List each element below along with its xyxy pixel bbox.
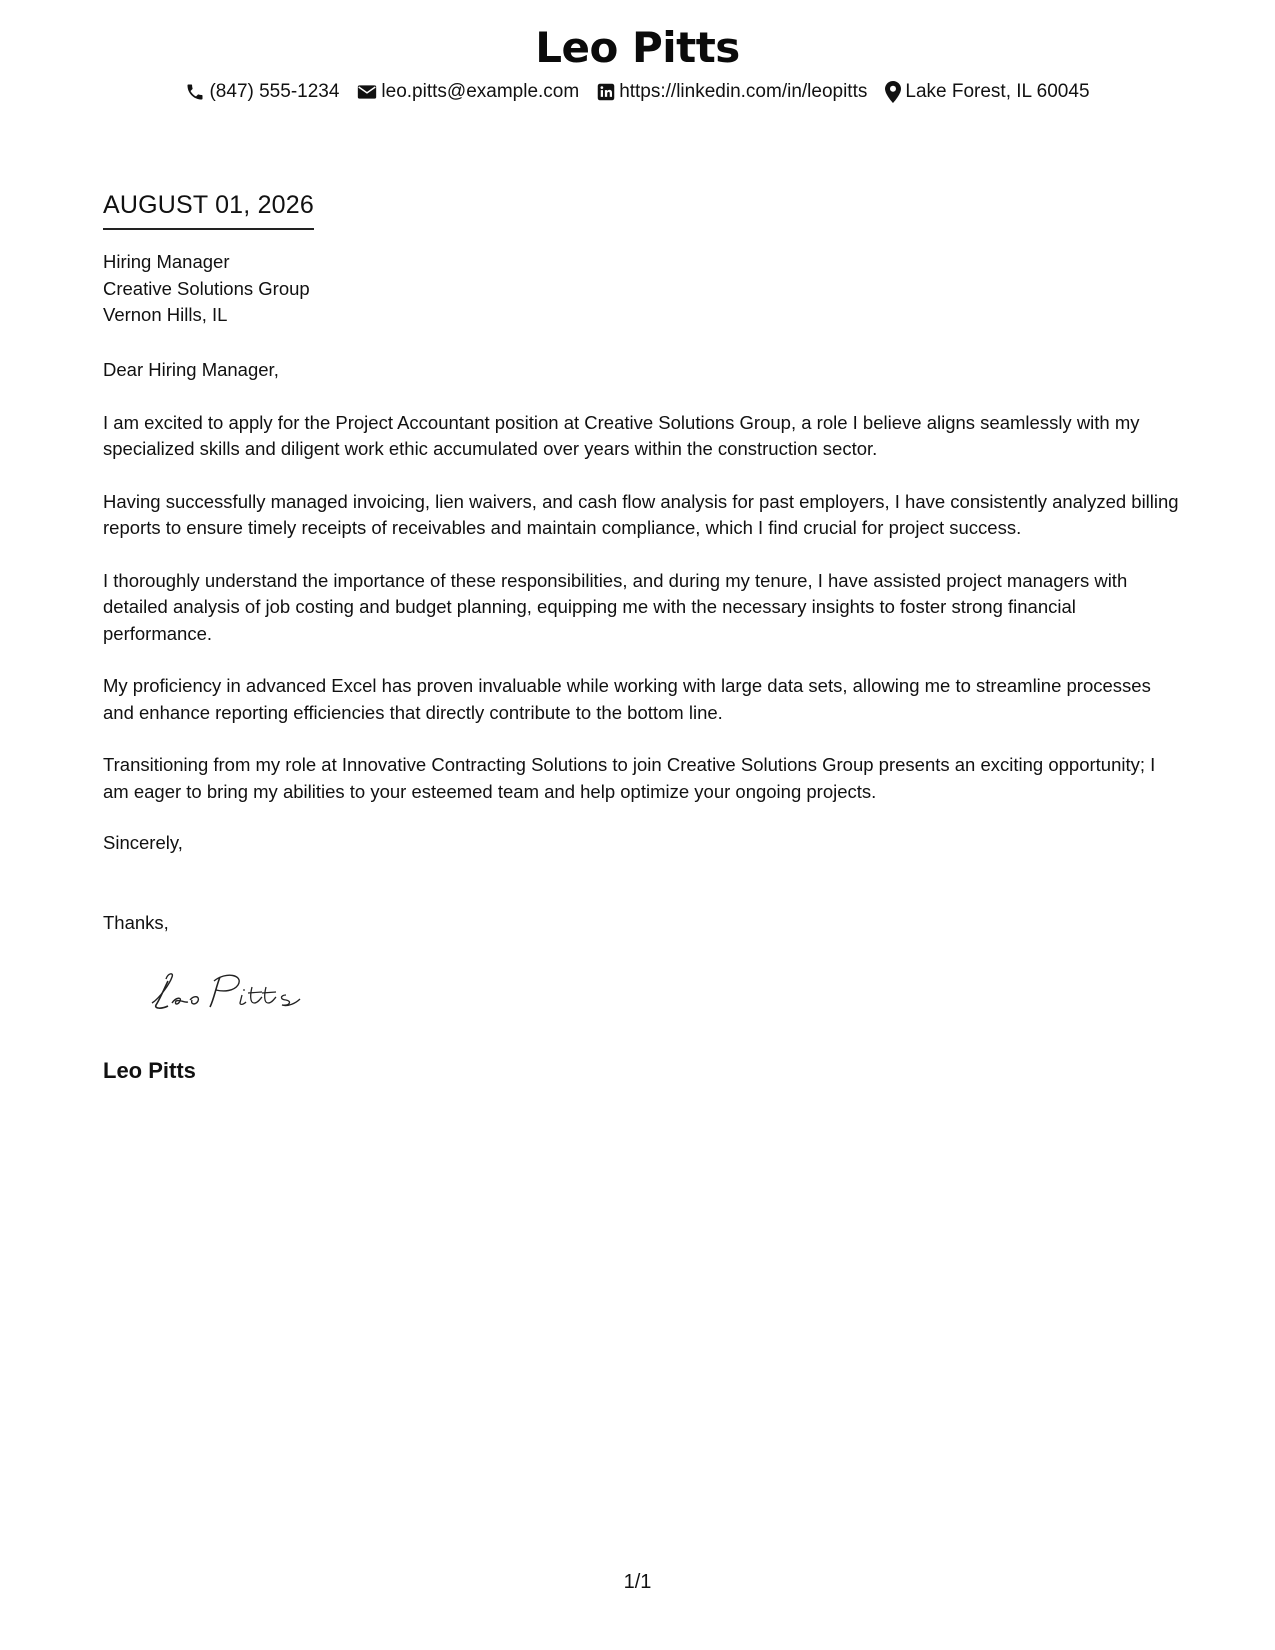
body-paragraph: Transitioning from my role at Innovative Contracting Solutions to join Creative Solutions Group presents an exciting opportunity; I am eager to bring my abilities to your esteemed team and help optimize your ongoing projects. xyxy=(103,754,1156,802)
handwritten-signature xyxy=(150,965,320,1015)
envelope-icon xyxy=(357,83,377,101)
page-number: 1/1 xyxy=(623,1571,652,1593)
linkedin-text[interactable]: https://linkedin.com/in/leopitts xyxy=(619,81,868,102)
map-marker-icon xyxy=(885,81,901,103)
recipient-block xyxy=(103,249,310,329)
body-paragraph: I thoroughly understand the importance of these responsibilities, and during my tenure, I have assisted project managers with detailed analysis of job costing and budget planning, equipping me with the necessary insights to foster strong financial performance. xyxy=(103,569,1128,644)
letter-body xyxy=(103,357,1183,831)
salutation: Dear Hiring Manager, xyxy=(103,359,279,380)
linkedin-icon xyxy=(597,83,615,101)
phone-icon xyxy=(185,82,205,102)
closing-line: Sincerely, xyxy=(103,832,183,853)
recipient-location: Vernon Hills, IL xyxy=(103,304,228,325)
recipient-company: Creative Solutions Group xyxy=(103,277,310,299)
contact-linkedin[interactable] xyxy=(597,78,867,106)
recipient-title: Hiring Manager xyxy=(103,251,230,272)
body-paragraph: Having successfully managed invoicing, lien waivers, and cash flow analysis for past employers, I have consistently analyzed billing reports to ensure timely receipts of receivables and maintain compliance, which I find crucial for project success. xyxy=(103,490,1179,538)
location-text: Lake Forest, IL 60045 xyxy=(905,81,1090,102)
contact-email[interactable] xyxy=(357,78,579,106)
applicant-name-heading: Leo Pitts xyxy=(535,23,740,72)
phone-text: (847) 555-1234 xyxy=(209,81,340,102)
signer-name: Leo Pitts xyxy=(103,1058,196,1083)
body-paragraph: My proficiency in advanced Excel has proven invaluable while working with large data sets, allowing me to streamline processes and enhance reporting efficiencies that directly contribute to the bottom line. xyxy=(103,675,1151,723)
body-paragraph: I am excited to apply for the Project Accountant position at Creative Solutions Group, a role I believe aligns seamlessly with my specialized skills and diligent work ethic accumulated over years within the construction sector. xyxy=(103,411,1140,459)
contact-phone xyxy=(185,78,339,106)
contact-info-row xyxy=(0,78,1275,106)
thanks-line: Thanks, xyxy=(103,912,169,933)
email-text[interactable]: leo.pitts@example.com xyxy=(381,81,580,102)
letter-date: AUGUST 01, 2026 xyxy=(103,188,314,230)
contact-location xyxy=(885,78,1089,106)
